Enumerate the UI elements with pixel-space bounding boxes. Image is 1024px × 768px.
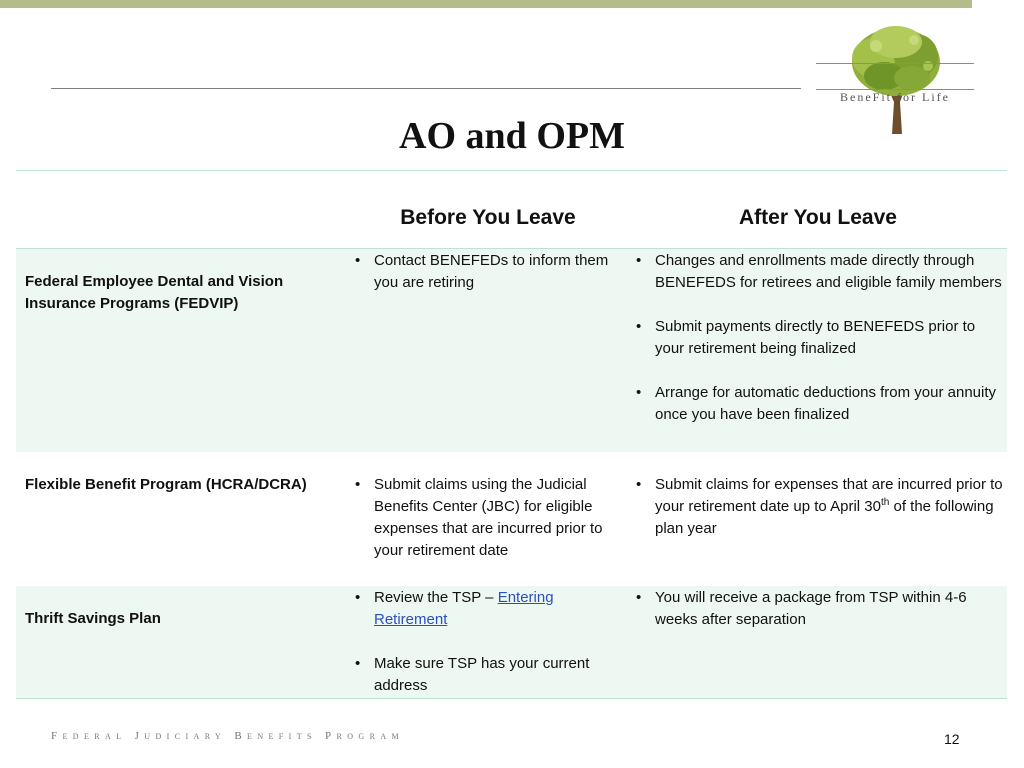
page-title: AO and OPM [399, 115, 625, 157]
column-header-after: After You Leave [739, 206, 897, 229]
bullet: • [355, 655, 361, 672]
bullet: • [636, 476, 642, 493]
superscript: th [880, 497, 890, 508]
bullet: • [355, 589, 361, 606]
bullet: • [636, 384, 642, 401]
table-row [16, 586, 1007, 698]
after-cell [634, 587, 1004, 631]
bullet: • [355, 252, 361, 269]
bullet: • [636, 252, 642, 269]
bullet: • [355, 476, 361, 493]
list-item: • Contact BENEFEDs to inform them you are retiring [355, 252, 609, 291]
logo-rule-top [816, 63, 974, 64]
list-item: • Submit payments directly to BENEFEDS prior to your retirement being finalized [636, 318, 976, 357]
row-label: Thrift Savings Plan [25, 610, 161, 627]
bullet: • [636, 318, 642, 335]
page-number: 12 [944, 731, 960, 747]
list-item: • Submit claims for expenses that are incurred prior to your retirement date up to April 30th of the following plan year [636, 476, 1003, 537]
row-label: Flexible Benefit Program (HCRA/DCRA) [25, 476, 307, 493]
table-top-rule [16, 170, 1007, 171]
top-accent-bar [0, 0, 972, 8]
footer-program-name: Federal Judiciary Benefits Program [51, 730, 405, 742]
after-cell [634, 474, 1004, 540]
row-label: Federal Employee Dental and Vision Insurance Programs (FEDVIP) [25, 273, 284, 312]
header-rule [51, 88, 801, 89]
list-item: • You will receive a package from TSP within 4-6 weeks after separation [636, 589, 967, 628]
before-cell [353, 587, 625, 697]
table-row [16, 249, 1007, 452]
list-item: • Review the TSP – Entering Retirement [355, 589, 554, 628]
bullet: • [636, 589, 642, 606]
before-cell [353, 474, 625, 562]
column-header-before: Before You Leave [400, 206, 576, 229]
after-cell [634, 250, 1004, 426]
list-item: • Arrange for automatic deductions from your annuity once you have been finalized [636, 384, 997, 423]
entering-retirement-link[interactable]: Entering Retirement [374, 589, 554, 628]
table-bottom-rule [16, 698, 1007, 699]
list-item: • Make sure TSP has your current address [355, 655, 590, 694]
logo-text: BeneFit for Life [840, 90, 950, 104]
list-item: • Submit claims using the Judicial Benefits Center (JBC) for eligible expenses that are incurred prior to your retirement date [355, 476, 603, 559]
before-cell [353, 250, 625, 294]
list-item: • Changes and enrollments made directly through BENEFEDS for retirees and eligible family members [636, 252, 1002, 291]
table-row [16, 452, 1007, 586]
